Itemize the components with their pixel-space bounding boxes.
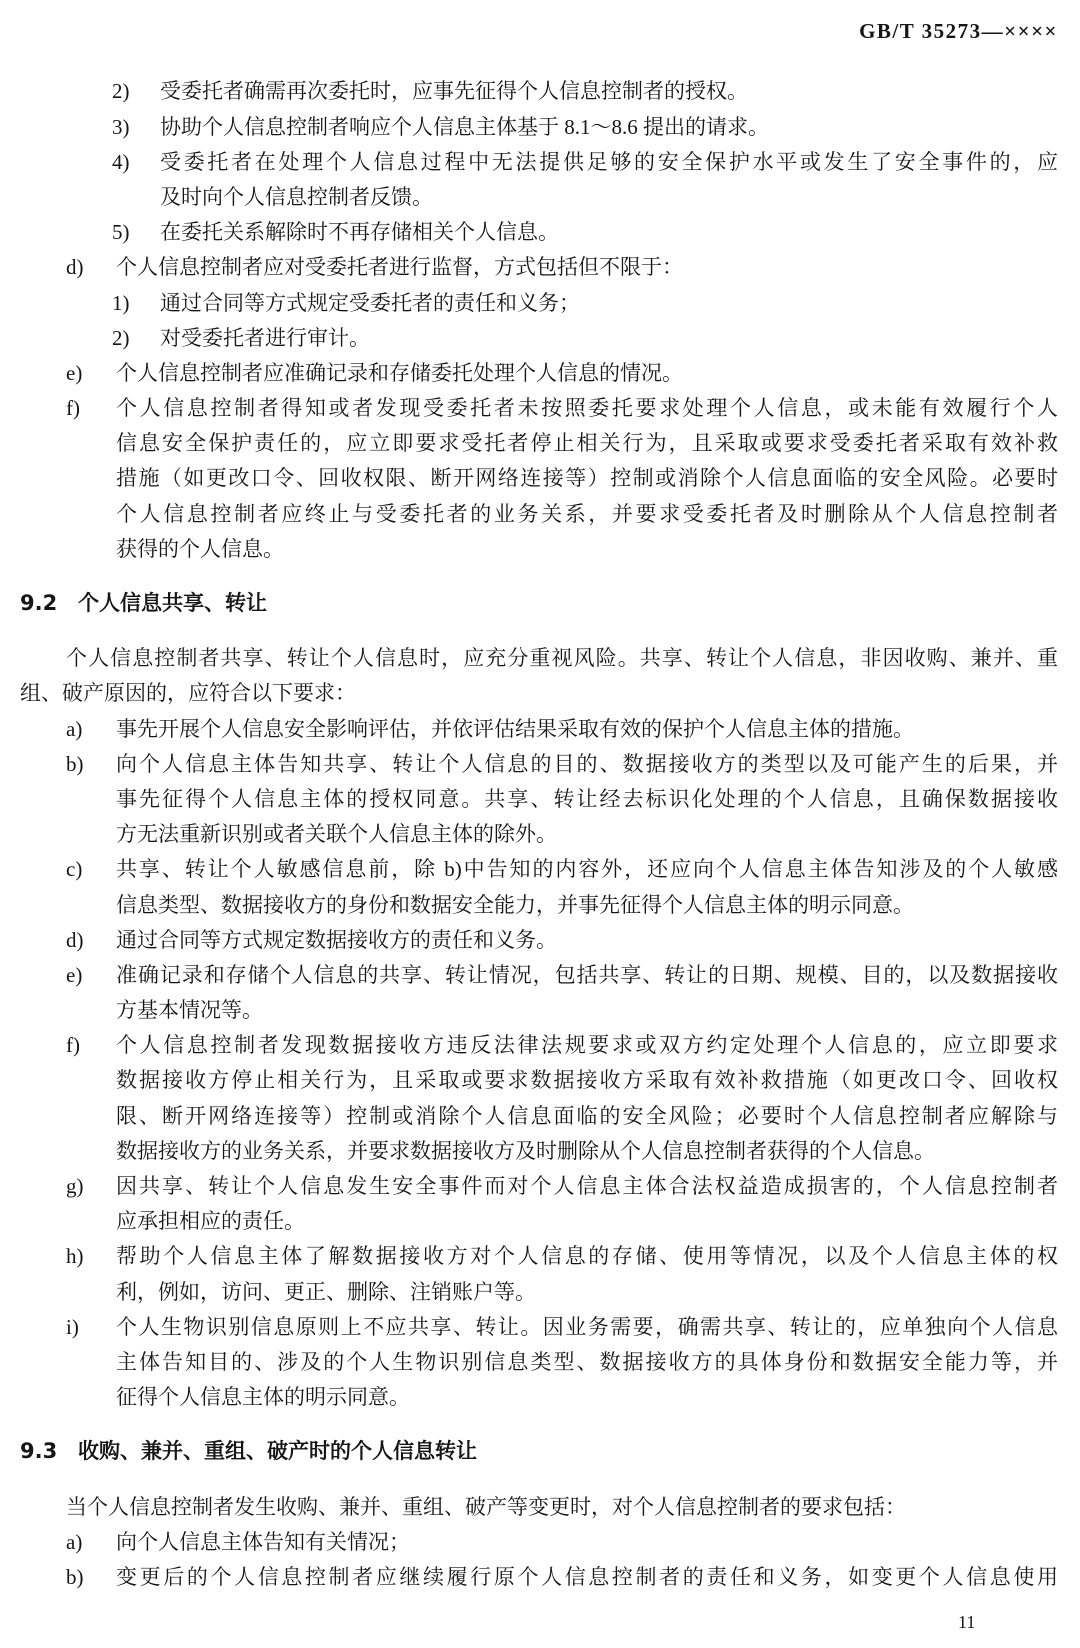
text-line: [0, 747, 1080, 782]
section-heading: [0, 1434, 1080, 1469]
text-line: [0, 461, 1080, 496]
list-item: [0, 747, 1080, 853]
sub-item-text: 及时向个人信息控制者反馈。: [160, 184, 433, 209]
text-line: [0, 712, 1080, 747]
text-line: [0, 391, 1080, 426]
text-line: [0, 958, 1080, 993]
list-item-text: 措施（如更改口令、回收权限、断开网络连接等）控制或消除个人信息面临的安全风险。必要时: [116, 466, 1058, 491]
list-item-marker: a): [66, 1529, 83, 1554]
sub-item-marker: 2): [112, 79, 130, 104]
text-line: [0, 1380, 1080, 1415]
list-item: [0, 1239, 1080, 1309]
list-item-marker: e): [66, 962, 83, 987]
page-number: 11: [958, 1612, 976, 1632]
sub-item-text: 协助个人信息控制者响应个人信息主体基于 8.1～8.6 提出的请求。: [160, 114, 769, 139]
intro-paragraph: [0, 641, 1080, 711]
text-line: [0, 888, 1080, 923]
text-line: [0, 1134, 1080, 1169]
list-item-marker: b): [66, 751, 84, 776]
list-item-marker: d): [66, 927, 84, 952]
list-item-text: 帮助个人信息主体了解数据接收方对个人信息的存储、使用等情况，以及个人信息主体的权: [116, 1244, 1058, 1269]
text-line: [0, 1063, 1080, 1098]
text-line: [0, 1275, 1080, 1310]
section-title: 个人信息共享、转让: [78, 591, 267, 616]
text-line: [0, 1204, 1080, 1239]
text-line: [0, 356, 1080, 391]
text-line: [0, 215, 1080, 250]
list-item-text: 征得个人信息主体的明示同意。: [116, 1385, 410, 1410]
sub-item-marker: 1): [112, 290, 130, 315]
paragraph-text: 组、破产原因的，应符合以下要求：: [20, 681, 356, 706]
sub-item-marker: 3): [112, 114, 130, 139]
list-item-text: 向个人信息主体告知共享、转让个人信息的目的、数据接收方的类型以及可能产生的后果，并: [116, 751, 1058, 776]
list-item-text: 信息类型、数据接收方的身份和数据安全能力，并事先征得个人信息主体的明示同意。: [116, 892, 914, 917]
sub-item-text: 通过合同等方式规定受委托者的责任和义务；: [160, 290, 580, 315]
list-item-text: 获得的个人信息。: [116, 536, 284, 561]
sub-item-text: 对受委托者进行审计。: [160, 325, 370, 350]
list-item: [0, 250, 1080, 356]
text-line: [0, 923, 1080, 958]
sub-item: [0, 74, 1080, 109]
list-item-marker: e): [66, 360, 83, 385]
list-item-marker: d): [66, 255, 84, 280]
document-body: [0, 74, 1080, 1595]
section-title: 收购、兼并、重组、破产时的个人信息转让: [78, 1439, 477, 1464]
sub-item: [0, 145, 1080, 215]
list-item-text: 变更后的个人信息控制者应继续履行原个人信息控制者的责任和义务，如变更个人信息使用: [116, 1564, 1058, 1589]
list-item-text: 个人信息控制者发现数据接收方违反法律法规要求或双方约定处理个人信息的，应立即要求: [116, 1033, 1058, 1058]
list-item-text: 利，例如，访问、更正、删除、注销账户等。: [116, 1279, 536, 1304]
text-line: [0, 641, 1080, 676]
list-item: [0, 923, 1080, 958]
text-line: [0, 1345, 1080, 1380]
text-line: [0, 74, 1080, 109]
list-item-text: 事先征得个人信息主体的授权同意。共享、转让经去标识化处理的个人信息，且确保数据接收: [116, 786, 1058, 811]
list-item: [0, 1169, 1080, 1239]
list-item: [0, 1310, 1080, 1416]
text-line: [0, 1525, 1080, 1560]
sub-item: [0, 286, 1080, 321]
list-item-text: 方基本情况等。: [116, 998, 263, 1023]
text-line: [0, 250, 1080, 285]
text-line: [0, 782, 1080, 817]
text-line: [0, 110, 1080, 145]
text-line: [0, 1239, 1080, 1274]
text-line: [0, 532, 1080, 567]
list-item: [0, 852, 1080, 922]
list-item-text: 数据接收方停止相关行为，且采取或要求数据接收方采取有效补救措施（如更改口令、回收权: [116, 1068, 1058, 1093]
text-line: [0, 180, 1080, 215]
text-line: [0, 676, 1080, 711]
list-item-text: 应承担相应的责任。: [116, 1209, 305, 1234]
section-number: 9.2: [20, 591, 58, 616]
list-item-text: 数据接收方的业务关系，并要求数据接收方及时删除从个人信息控制者获得的个人信息。: [116, 1138, 935, 1163]
list-item: [0, 1525, 1080, 1560]
list-item-text: 准确记录和存储个人信息的共享、转让情况，包括共享、转让的日期、规模、目的，以及数据接收: [116, 962, 1058, 987]
list-item-marker: a): [66, 716, 83, 741]
sub-item-text: 受委托者在处理个人信息过程中无法提供足够的安全保护水平或发生了安全事件的，应: [160, 149, 1058, 174]
list-item-text: 个人信息控制者应准确记录和存储委托处理个人信息的情况。: [116, 360, 683, 385]
list-item-text: 主体告知目的、涉及的个人生物识别信息类型、数据接收方的具体身份和数据安全能力等，并: [116, 1349, 1058, 1374]
list-item-text: 通过合同等方式规定数据接收方的责任和义务。: [116, 927, 557, 952]
list-item: [0, 1560, 1080, 1595]
text-line: [0, 1099, 1080, 1134]
text-line: [0, 817, 1080, 852]
paragraph-text: 个人信息控制者共享、转让个人信息时，应充分重视风险。共享、转让个人信息，非因收购、兼并、重: [66, 646, 1058, 671]
list-item-marker: h): [66, 1244, 84, 1269]
sub-item-text: 在委托关系解除时不再存储相关个人信息。: [160, 220, 559, 245]
list-item: [0, 958, 1080, 1028]
paragraph-text: 当个人信息控制者发生收购、兼并、重组、破产等变更时，对个人信息控制者的要求包括：: [66, 1494, 906, 1519]
list-item: [0, 391, 1080, 567]
section-heading: [0, 586, 1080, 621]
list-item-text: 方无法重新识别或者关联个人信息主体的除外。: [116, 822, 557, 847]
list-item-text: 个人信息控制者应终止与受委托者的业务关系，并要求受委托者及时删除从个人信息控制者: [116, 501, 1058, 526]
list-item-marker: i): [66, 1314, 79, 1339]
list-item: [0, 712, 1080, 747]
sub-item-text: 受委托者确需再次委托时，应事先征得个人信息控制者的授权。: [160, 79, 748, 104]
list-item-text: 共享、转让个人敏感信息前，除 b)中告知的内容外，还应向个人信息主体告知涉及的个人敏感: [116, 857, 1058, 882]
section-number: 9.3: [20, 1439, 58, 1464]
text-line: [0, 1560, 1080, 1595]
list-item-text: 事先开展个人信息安全影响评估，并依评估结果采取有效的保护个人信息主体的措施。: [116, 716, 914, 741]
list-item-text: 信息安全保护责任的，应立即要求受托者停止相关行为，且采取或要求受委托者采取有效补救: [116, 431, 1058, 456]
text-line: [0, 1169, 1080, 1204]
list-item-marker: f): [66, 1033, 80, 1058]
standard-number-header: GB/T 35273—××××: [859, 19, 1058, 43]
list-item-text: 个人信息控制者得知或者发现受委托者未按照委托要求处理个人信息，或未能有效履行个人: [116, 396, 1058, 421]
list-item: [0, 356, 1080, 391]
text-line: [0, 993, 1080, 1028]
sub-item-marker: 2): [112, 325, 130, 350]
list-item-marker: b): [66, 1564, 84, 1589]
text-line: [0, 852, 1080, 887]
text-line: [0, 1310, 1080, 1345]
text-line: [0, 1490, 1080, 1525]
sub-item: [0, 321, 1080, 356]
list-item-marker: c): [66, 857, 83, 882]
sub-item: [0, 110, 1080, 145]
text-line: [0, 1028, 1080, 1063]
text-line: [0, 497, 1080, 532]
list-item-text: 因共享、转让个人信息发生安全事件而对个人信息主体合法权益造成损害的，个人信息控制者: [116, 1174, 1058, 1199]
sub-item: [0, 215, 1080, 250]
text-line: [0, 426, 1080, 461]
text-line: [0, 145, 1080, 180]
list-item-text: 个人信息控制者应对受委托者进行监督，方式包括但不限于：: [116, 255, 683, 280]
list-item: [0, 1028, 1080, 1169]
sub-item-marker: 4): [112, 149, 130, 174]
list-item-marker: f): [66, 396, 80, 421]
list-item-text: 向个人信息主体告知有关情况；: [116, 1529, 410, 1554]
intro-paragraph: [0, 1490, 1080, 1525]
list-item-marker: g): [66, 1174, 84, 1199]
list-item-text: 个人生物识别信息原则上不应共享、转让。因业务需要，确需共享、转让的，应单独向个人信息: [116, 1314, 1058, 1339]
list-item-text: 限、断开网络连接等）控制或消除个人信息面临的安全风险；必要时个人信息控制者应解除与: [116, 1103, 1058, 1128]
sub-item-marker: 5): [112, 220, 130, 245]
